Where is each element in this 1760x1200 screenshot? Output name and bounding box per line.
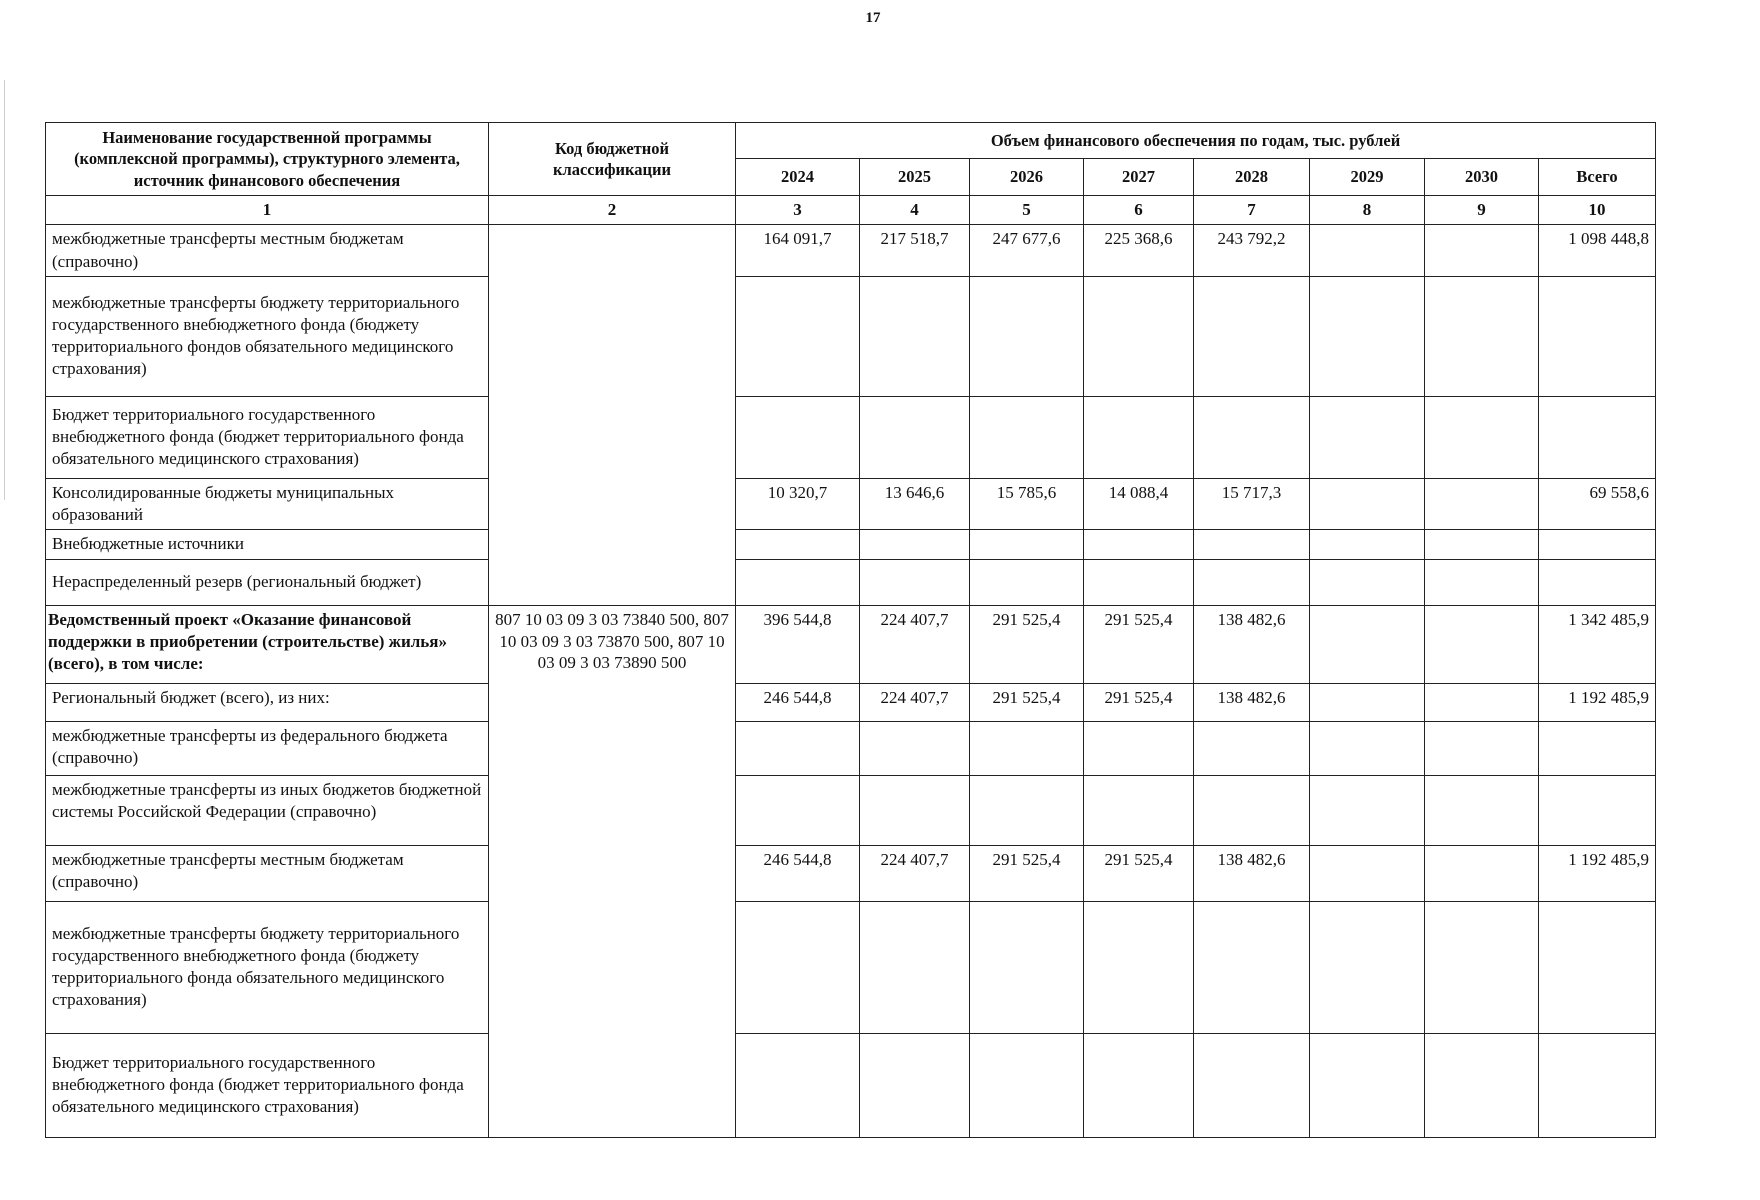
scan-edge-line (4, 80, 5, 500)
value-2027 (1084, 1033, 1194, 1137)
row-name: межбюджетные трансферты бюджету территориального государственного внебюджетного фонда (бюджету территориального фондов обязательного медицинского страхования) (46, 276, 489, 396)
value-2029 (1310, 478, 1425, 529)
value-2024 (736, 529, 860, 559)
value-total (1539, 775, 1656, 845)
value-2026 (970, 721, 1084, 775)
header-year-2027: 2027 (1084, 158, 1194, 196)
column-number-row (46, 196, 1656, 225)
value-2030 (1425, 721, 1539, 775)
table-row (46, 721, 1656, 775)
value-2027: 291 525,4 (1084, 605, 1194, 683)
value-total: 1 098 448,8 (1539, 225, 1656, 276)
row-name: межбюджетные трансферты из федерального бюджета (справочно) (46, 721, 489, 775)
column-number: 5 (970, 196, 1084, 225)
value-2025 (860, 901, 970, 1033)
table-row (46, 478, 1656, 529)
value-2025 (860, 276, 970, 396)
table-row (46, 559, 1656, 605)
row-name: межбюджетные трансферты местным бюджетам (справочно) (46, 845, 489, 901)
value-2030 (1425, 478, 1539, 529)
value-total (1539, 559, 1656, 605)
value-total (1539, 901, 1656, 1033)
row-name: Внебюджетные источники (46, 529, 489, 559)
value-total (1539, 1033, 1656, 1137)
header-year-2026: 2026 (970, 158, 1084, 196)
header-name-column: Наименование государственной программы (комплексной программы), структурного элемента, источник финансового обеспечения (46, 123, 489, 196)
table-row (46, 225, 1656, 276)
header-year-2030: 2030 (1425, 158, 1539, 196)
value-2029 (1310, 775, 1425, 845)
table-row (46, 1033, 1656, 1137)
funding-table (45, 122, 1656, 1138)
value-2025: 224 407,7 (860, 845, 970, 901)
value-2028 (1194, 559, 1310, 605)
value-total (1539, 529, 1656, 559)
value-2029 (1310, 1033, 1425, 1137)
value-2025 (860, 559, 970, 605)
value-2029 (1310, 683, 1425, 721)
value-2024: 10 320,7 (736, 478, 860, 529)
value-2030 (1425, 276, 1539, 396)
value-2028: 15 717,3 (1194, 478, 1310, 529)
value-2027 (1084, 559, 1194, 605)
value-total: 1 192 485,9 (1539, 845, 1656, 901)
header-code-column: Код бюджетной классификации (489, 123, 736, 196)
value-2030 (1425, 529, 1539, 559)
value-2028 (1194, 1033, 1310, 1137)
column-number: 2 (489, 196, 736, 225)
table-row (46, 396, 1656, 478)
value-2024: 246 544,8 (736, 845, 860, 901)
column-number: 7 (1194, 196, 1310, 225)
value-total (1539, 396, 1656, 478)
value-2029 (1310, 901, 1425, 1033)
header-year-2028: 2028 (1194, 158, 1310, 196)
value-2030 (1425, 225, 1539, 276)
value-2030 (1425, 775, 1539, 845)
value-2027 (1084, 721, 1194, 775)
row-name: Консолидированные бюджеты муниципальных образований (46, 478, 489, 529)
value-2029 (1310, 559, 1425, 605)
value-2029 (1310, 845, 1425, 901)
value-2029 (1310, 721, 1425, 775)
row-name: межбюджетные трансферты из иных бюджетов бюджетной системы Российской Федерации (справочно) (46, 775, 489, 845)
value-2026: 291 525,4 (970, 683, 1084, 721)
value-2024 (736, 901, 860, 1033)
row-name: Региональный бюджет (всего), из них: (46, 683, 489, 721)
value-2030 (1425, 559, 1539, 605)
value-total: 1 192 485,9 (1539, 683, 1656, 721)
column-number: 8 (1310, 196, 1425, 225)
value-2028 (1194, 276, 1310, 396)
value-2024 (736, 775, 860, 845)
row-name: Бюджет территориального государственного внебюджетного фонда (бюджет территориального фонда обязательного медицинского страхования) (46, 396, 489, 478)
row-name-project: Ведомственный проект «Оказание финансовой поддержки в приобретении (строительстве) жилья» (всего), в том числе: (46, 605, 489, 683)
page-number: 17 (865, 10, 881, 26)
value-2025 (860, 721, 970, 775)
value-2026: 291 525,4 (970, 605, 1084, 683)
value-2025: 224 407,7 (860, 605, 970, 683)
value-2026: 15 785,6 (970, 478, 1084, 529)
value-2026: 247 677,6 (970, 225, 1084, 276)
value-2024 (736, 276, 860, 396)
table-row (46, 683, 1656, 721)
value-2025 (860, 529, 970, 559)
value-2025: 217 518,7 (860, 225, 970, 276)
value-2028 (1194, 396, 1310, 478)
table-row (46, 901, 1656, 1033)
value-2025 (860, 775, 970, 845)
column-number: 6 (1084, 196, 1194, 225)
header-total: Всего (1539, 158, 1656, 196)
value-2027 (1084, 901, 1194, 1033)
value-2026 (970, 276, 1084, 396)
value-2030 (1425, 845, 1539, 901)
value-2028 (1194, 721, 1310, 775)
value-2030 (1425, 1033, 1539, 1137)
value-2027: 291 525,4 (1084, 845, 1194, 901)
value-2024: 396 544,8 (736, 605, 860, 683)
value-2024: 246 544,8 (736, 683, 860, 721)
value-2028 (1194, 901, 1310, 1033)
value-2025 (860, 1033, 970, 1137)
value-2027 (1084, 775, 1194, 845)
value-2029 (1310, 529, 1425, 559)
table-row (46, 845, 1656, 901)
value-2025: 224 407,7 (860, 683, 970, 721)
value-2025 (860, 396, 970, 478)
header-year-2025: 2025 (860, 158, 970, 196)
value-2026 (970, 1033, 1084, 1137)
value-2028: 243 792,2 (1194, 225, 1310, 276)
value-2029 (1310, 225, 1425, 276)
column-number: 1 (46, 196, 489, 225)
row-code (489, 225, 736, 605)
header-row-1 (46, 123, 1656, 159)
value-2024 (736, 721, 860, 775)
row-name: межбюджетные трансферты местным бюджетам (справочно) (46, 225, 489, 276)
value-2028 (1194, 529, 1310, 559)
value-2029 (1310, 276, 1425, 396)
value-2027 (1084, 396, 1194, 478)
value-2027 (1084, 529, 1194, 559)
column-number: 4 (860, 196, 970, 225)
value-2030 (1425, 605, 1539, 683)
table-row (46, 529, 1656, 559)
table-row-project (46, 605, 1656, 683)
row-name: межбюджетные трансферты бюджету территориального государственного внебюджетного фонда (бюджету территориального фонда обязательного медицинского страхования) (46, 901, 489, 1033)
value-2027: 225 368,6 (1084, 225, 1194, 276)
value-2025: 13 646,6 (860, 478, 970, 529)
value-2028: 138 482,6 (1194, 683, 1310, 721)
value-2024: 164 091,7 (736, 225, 860, 276)
value-2026: 291 525,4 (970, 845, 1084, 901)
value-total: 69 558,6 (1539, 478, 1656, 529)
value-2026 (970, 396, 1084, 478)
value-2026 (970, 529, 1084, 559)
table-row (46, 775, 1656, 845)
value-2026 (970, 901, 1084, 1033)
value-2027: 14 088,4 (1084, 478, 1194, 529)
value-total: 1 342 485,9 (1539, 605, 1656, 683)
value-2026 (970, 559, 1084, 605)
column-number: 3 (736, 196, 860, 225)
value-2028: 138 482,6 (1194, 845, 1310, 901)
value-2030 (1425, 683, 1539, 721)
value-2030 (1425, 396, 1539, 478)
value-2024 (736, 396, 860, 478)
value-total (1539, 721, 1656, 775)
budget-classification-code: 807 10 03 09 3 03 73840 500, 807 10 03 09 3 03 73870 500, 807 10 03 09 3 03 73890 500 (489, 605, 736, 1137)
row-name: Нераспределенный резерв (региональный бюджет) (46, 559, 489, 605)
value-2027: 291 525,4 (1084, 683, 1194, 721)
value-2028: 138 482,6 (1194, 605, 1310, 683)
value-2024 (736, 1033, 860, 1137)
value-2028 (1194, 775, 1310, 845)
value-2027 (1084, 276, 1194, 396)
column-number: 10 (1539, 196, 1656, 225)
header-year-2029: 2029 (1310, 158, 1425, 196)
value-2030 (1425, 901, 1539, 1033)
value-2026 (970, 775, 1084, 845)
column-number: 9 (1425, 196, 1539, 225)
row-name: Бюджет территориального государственного внебюджетного фонда (бюджет территориального фонда обязательного медицинского страхования) (46, 1033, 489, 1137)
table-row (46, 276, 1656, 396)
value-total (1539, 276, 1656, 396)
value-2029 (1310, 396, 1425, 478)
value-2029 (1310, 605, 1425, 683)
header-funding-column: Объем финансового обеспечения по годам, тыс. рублей (736, 123, 1656, 159)
value-2024 (736, 559, 860, 605)
header-year-2024: 2024 (736, 158, 860, 196)
